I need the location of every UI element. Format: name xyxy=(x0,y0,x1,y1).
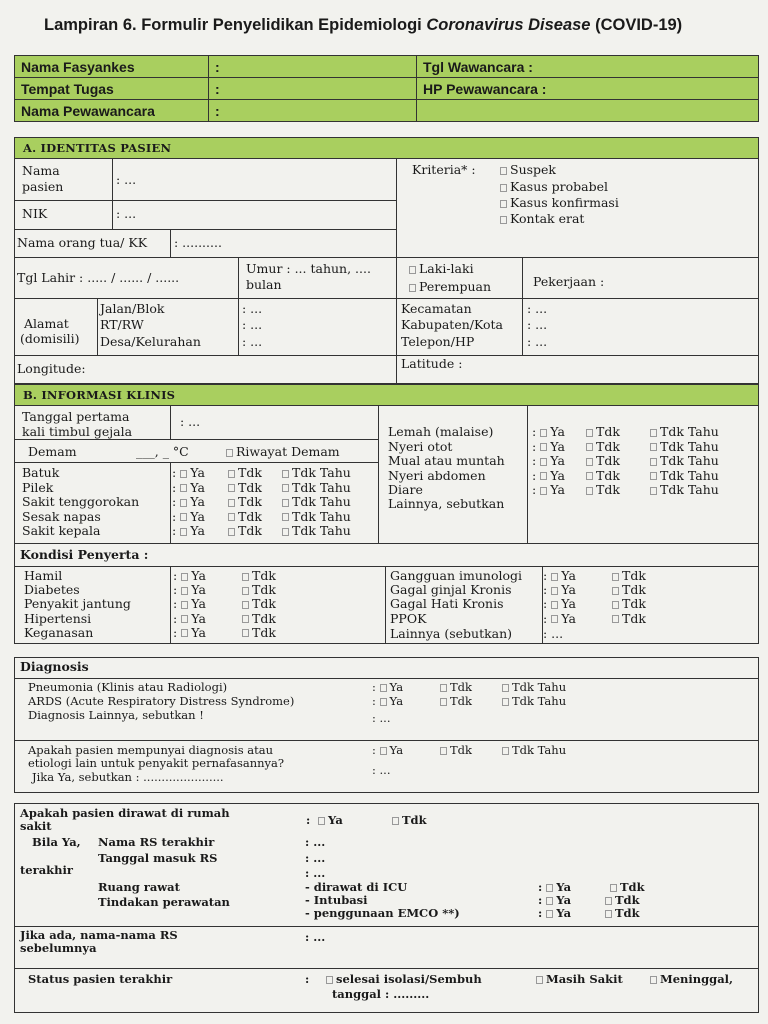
kriteria-probabel[interactable]: Kasus probabel xyxy=(500,180,608,195)
symptom-option-tdk[interactable]: Tdk xyxy=(586,440,620,455)
comorbidity-option-tdk[interactable]: Tdk xyxy=(242,612,276,627)
symptom-option-ya[interactable]: : Ya xyxy=(172,465,205,480)
label-ards: ARDS (Acute Respiratory Distress Syndrome) xyxy=(28,694,295,708)
treatment-option-tdk[interactable]: Tdk xyxy=(610,880,645,895)
symptom-option-ya[interactable]: : Ya xyxy=(172,479,205,495)
symptom-option-tdk-tahu[interactable]: Tdk Tahu xyxy=(282,524,351,539)
symptom-label: Pilek xyxy=(22,479,54,495)
field-kondisi-lainnya[interactable]: : ... xyxy=(543,626,564,641)
label-demam: Demam xyxy=(28,444,77,459)
label-kondisi-lainnya: Lainnya (sebutkan) xyxy=(390,626,513,641)
field-latitude[interactable]: Latitude : xyxy=(401,356,463,371)
label-rs-sebelum-2: sebelumnya xyxy=(20,941,97,955)
section-b-title: B. INFORMASI KLINIS xyxy=(14,384,759,406)
label-emco: - penggunaan EMCO **) xyxy=(305,906,460,920)
label-terakhir: terakhir xyxy=(20,863,73,877)
label-nama-fasyankes: Nama Fasyankes xyxy=(15,56,209,78)
field-terakhir[interactable]: : ... xyxy=(305,866,326,880)
symptom-option-tdk[interactable]: Tdk xyxy=(586,469,620,484)
diagnosis-option-tdk[interactable]: Tdk xyxy=(440,743,472,758)
symptom-option-tdk-tahu[interactable]: Tdk Tahu xyxy=(282,466,351,481)
check-dirawat-ya[interactable]: Ya xyxy=(318,813,343,828)
label-bila-ya: Bila Ya, xyxy=(32,835,81,849)
treatment-option-tdk[interactable]: Tdk xyxy=(605,893,640,908)
comorbidity-label: Penyakit jantung xyxy=(24,596,131,612)
comorbidity-option-ya[interactable]: : Ya xyxy=(173,596,206,612)
symptom-option-tdk[interactable]: Tdk xyxy=(586,454,620,469)
symptom-label: Nyeri abdomen xyxy=(388,467,486,483)
comorbidity-option-tdk[interactable]: Tdk xyxy=(612,583,646,598)
diagnosis-option-tdk-tahu[interactable]: Tdk Tahu xyxy=(502,743,566,758)
symptom-label: Nyeri otot xyxy=(388,438,453,454)
label-rs-sebelum-1: Jika ada, nama-nama RS xyxy=(20,928,178,942)
label-pasien: pasien xyxy=(22,179,64,194)
comorbidity-option-tdk[interactable]: Tdk xyxy=(612,612,646,627)
label-etiologi-1: Apakah pasien mempunyai diagnosis atau xyxy=(28,743,274,757)
symptom-option-tdk[interactable]: Tdk xyxy=(228,524,262,539)
label-ruang: Ruang rawat xyxy=(98,880,180,894)
symptom-option-tdk[interactable]: Tdk xyxy=(228,481,262,496)
label-bulan: bulan xyxy=(246,277,282,292)
diagnosis-title: Diagnosis xyxy=(20,659,89,674)
field-pekerjaan[interactable]: Pekerjaan : xyxy=(533,274,605,289)
comorbidity-option-ya[interactable]: : Ya xyxy=(173,582,206,598)
symptom-option-ya[interactable]: : Ya xyxy=(172,523,205,538)
comorbidity-option-tdk[interactable]: Tdk xyxy=(242,569,276,584)
status-colon: : xyxy=(305,972,310,986)
label-jalan: Jalan/Blok xyxy=(100,301,165,316)
symptom-label: Lemah (malaise) xyxy=(388,424,494,439)
label-diagnosis-lain: Diagnosis Lainnya, sebutkan ! xyxy=(28,708,204,722)
symptom-option-ya[interactable]: : Ya xyxy=(532,467,565,483)
check-masih-sakit[interactable]: Masih Sakit xyxy=(536,972,623,987)
label-kabupaten: Kabupaten/Kota xyxy=(401,317,503,332)
field-telepon[interactable]: : ... xyxy=(527,334,548,349)
symptom-option-tdk[interactable]: Tdk xyxy=(228,466,262,481)
field-desa[interactable]: : ... xyxy=(242,334,263,349)
check-selesai[interactable]: selesai isolasi/Sembuh xyxy=(326,972,482,987)
field-rtrw[interactable]: : ... xyxy=(242,317,263,332)
label-nama-pewawancara: Nama Pewawancara xyxy=(15,100,209,122)
comorbidity-label: Hipertensi xyxy=(24,610,92,626)
diagnosis-option-tdk[interactable]: Tdk xyxy=(440,694,472,709)
field-nik[interactable]: : ... xyxy=(116,206,137,221)
label-status: Status pasien terakhir xyxy=(28,972,173,986)
label-tgl-gejala-1: Tanggal pertama xyxy=(22,409,130,424)
diagnosis-option-tdk[interactable]: Tdk xyxy=(440,680,472,695)
label-dirawat-2: sakit xyxy=(20,819,52,833)
label-telepon: Telepon/HP xyxy=(401,334,475,349)
field-nama-rs[interactable]: : ... xyxy=(305,835,326,849)
empty-cell xyxy=(417,100,759,122)
treatment-option-ya[interactable]: : Ya xyxy=(538,880,572,894)
comorbidity-label: Hamil xyxy=(24,568,63,583)
symptom-option-tdk-tahu[interactable]: Tdk Tahu xyxy=(650,425,719,440)
symptom-option-tdk[interactable]: Tdk xyxy=(586,425,620,440)
label-hp-pewawancara[interactable]: HP Pewawancara : xyxy=(417,78,759,100)
label-tindakan: Tindakan perawatan xyxy=(98,895,230,909)
diagnosis-option-ya[interactable]: : Ya xyxy=(372,694,404,708)
check-laki[interactable]: Laki-laki xyxy=(409,262,474,277)
check-riwayat-demam[interactable]: Riwayat Demam xyxy=(226,445,340,460)
kriteria-kontak[interactable]: Kontak erat xyxy=(500,212,584,227)
field-kabupaten[interactable]: : ... xyxy=(527,317,548,332)
header-table xyxy=(14,55,759,122)
label-kecamatan: Kecamatan xyxy=(401,301,472,316)
field-tgl-gejala[interactable]: : ... xyxy=(180,414,201,429)
symptom-option-tdk-tahu[interactable]: Tdk Tahu xyxy=(650,469,719,484)
label-desa: Desa/Kelurahan xyxy=(100,334,201,349)
label-tgl-wawancara[interactable]: Tgl Wawancara : xyxy=(417,56,759,78)
comorbidity-option-tdk[interactable]: Tdk xyxy=(242,583,276,598)
symptom-option-tdk-tahu[interactable]: Tdk Tahu xyxy=(282,481,351,496)
field-nama-pewawancara[interactable]: : xyxy=(209,100,417,122)
field-nama-pasien[interactable]: : ... xyxy=(116,172,137,187)
symptom-label: Batuk xyxy=(22,465,60,480)
label-rtrw: RT/RW xyxy=(100,317,144,332)
field-etiologi-sebutkan[interactable]: Jika Ya, sebutkan : ...................... xyxy=(32,770,224,784)
label-kriteria: Kriteria* : xyxy=(412,162,476,177)
comorbidity-option-tdk[interactable]: Tdk xyxy=(612,597,646,612)
field-diagnosis-lain[interactable]: : ... xyxy=(372,711,391,725)
comorbidity-option-ya[interactable]: : Ya xyxy=(543,568,576,583)
symptom-option-ya[interactable]: : Ya xyxy=(532,424,565,439)
symptom-option-ya[interactable]: : Ya xyxy=(532,453,565,468)
diagnosis-option-ya[interactable]: : Ya xyxy=(372,680,404,694)
field-jalan[interactable]: : ... xyxy=(242,301,263,316)
check-meninggal[interactable]: Meninggal, xyxy=(650,972,733,987)
diagnosis-option-tdk-tahu[interactable]: Tdk Tahu xyxy=(502,680,566,695)
treatment-option-ya[interactable]: : Ya xyxy=(538,906,572,920)
label-pneumonia: Pneumonia (Klinis atau Radiologi) xyxy=(28,680,228,694)
label-nama: Nama xyxy=(22,163,60,178)
symptom-option-tdk-tahu[interactable]: Tdk Tahu xyxy=(650,483,719,498)
field-nama-fasyankes[interactable]: : xyxy=(209,56,417,78)
symptom-option-ya[interactable]: : Ya xyxy=(532,482,565,497)
check-perempuan[interactable]: Perempuan xyxy=(409,280,491,295)
comorbidity-label: PPOK xyxy=(390,610,427,626)
label-nama-rs: Nama RS terakhir xyxy=(98,835,215,849)
comorbidity-label: Gagal ginjal Kronis xyxy=(390,582,512,598)
field-ortu[interactable]: : .......... xyxy=(174,235,222,250)
symptom-option-tdk-tahu[interactable]: Tdk Tahu xyxy=(282,495,351,510)
label-intubasi: - Intubasi xyxy=(305,893,368,907)
kriteria-suspek[interactable]: Suspek xyxy=(500,163,556,178)
symptom-option-tdk-tahu[interactable]: Tdk Tahu xyxy=(282,510,351,525)
symptom-option-tdk-tahu[interactable]: Tdk Tahu xyxy=(650,454,719,469)
label-ortu: Nama orang tua/ KK xyxy=(17,235,148,250)
symptom-option-tdk[interactable]: Tdk xyxy=(586,483,620,498)
symptom-option-ya[interactable]: : Ya xyxy=(172,494,205,509)
label-tgl-gejala-2: kali timbul gejala xyxy=(22,424,133,439)
symptom-label: Sakit tenggorokan xyxy=(22,494,140,509)
comorbidity-label: Keganasan xyxy=(24,624,94,640)
field-rs-sebelum[interactable]: : ... xyxy=(305,930,326,944)
treatment-option-tdk[interactable]: Tdk xyxy=(605,906,640,921)
check-dirawat-tdk[interactable]: Tdk xyxy=(392,813,427,828)
rawat-colon: : xyxy=(306,813,311,827)
comorbidity-option-ya[interactable]: : Ya xyxy=(543,596,576,612)
label-tempat-tugas: Tempat Tugas xyxy=(15,78,209,100)
symptom-option-ya[interactable]: : Ya xyxy=(172,508,205,524)
section-a-title: A. IDENTITAS PASIEN xyxy=(14,137,759,159)
treatment-option-ya[interactable]: : Ya xyxy=(538,893,572,907)
diagnosis-option-ya[interactable]: : Ya xyxy=(372,743,404,757)
comorbidity-option-ya[interactable]: : Ya xyxy=(543,582,576,598)
comorbidity-option-tdk[interactable]: Tdk xyxy=(242,597,276,612)
symptom-option-ya[interactable]: : Ya xyxy=(532,438,565,454)
label-icu: - dirawat di ICU xyxy=(305,880,408,894)
diagnosis-option-tdk-tahu[interactable]: Tdk Tahu xyxy=(502,694,566,709)
comorbidity-option-tdk[interactable]: Tdk xyxy=(242,626,276,641)
page-title: Lampiran 6. Formulir Penyelidikan Epidemiologi Coronavirus Disease (COVID-19) xyxy=(44,16,683,34)
label-lainnya: Lainnya, sebutkan xyxy=(388,496,505,511)
field-tgl-lahir[interactable]: Tgl Lahir : ..... / ...... / ...... xyxy=(17,270,180,285)
symptom-label: Sakit kepala xyxy=(22,523,101,538)
label-domisili: (domisili) xyxy=(20,331,80,346)
label-etiologi-2: etiologi lain untuk penyakit pernafasannya? xyxy=(28,756,285,770)
comorbidity-option-ya[interactable]: : Ya xyxy=(173,624,206,640)
symptom-option-tdk[interactable]: Tdk xyxy=(228,495,262,510)
symptom-label: Diare xyxy=(388,482,423,497)
comorbidity-label: Gagal Hati Kronis xyxy=(390,596,504,612)
field-tanggal[interactable]: tanggal : ......... xyxy=(332,987,430,1001)
symptom-label: Sesak napas xyxy=(22,508,101,524)
label-dirawat-1: Apakah pasien dirawat di rumah xyxy=(20,806,230,820)
field-longitude[interactable]: Longitude: xyxy=(17,361,86,376)
field-tempat-tugas[interactable]: : xyxy=(209,78,417,100)
comorbidity-option-ya[interactable]: : Ya xyxy=(173,568,206,583)
label-alamat: Alamat xyxy=(24,316,69,331)
comorbidity-label: Gangguan imunologi xyxy=(390,568,523,583)
comorbidity-option-ya[interactable]: : Ya xyxy=(543,610,576,626)
field-umur[interactable]: Umur : ... tahun, .... xyxy=(246,261,371,276)
field-tgl-masuk[interactable]: : ... xyxy=(305,851,326,865)
symptom-option-tdk-tahu[interactable]: Tdk Tahu xyxy=(650,440,719,455)
field-demam[interactable]: ___, _ °C xyxy=(136,444,189,459)
label-kondisi: Kondisi Penyerta : xyxy=(20,547,149,562)
comorbidity-option-tdk[interactable]: Tdk xyxy=(612,569,646,584)
comorbidity-label: Diabetes xyxy=(24,582,80,598)
symptom-label: Mual atau muntah xyxy=(388,453,505,468)
field-kecamatan[interactable]: : ... xyxy=(527,301,548,316)
label-tgl-masuk: Tanggal masuk RS xyxy=(98,851,218,865)
symptom-option-tdk[interactable]: Tdk xyxy=(228,510,262,525)
field-etiologi-lain[interactable]: : ... xyxy=(372,763,391,777)
kriteria-konfirmasi[interactable]: Kasus konfirmasi xyxy=(500,196,619,211)
comorbidity-option-ya[interactable]: : Ya xyxy=(173,610,206,626)
label-nik: NIK xyxy=(22,206,48,221)
